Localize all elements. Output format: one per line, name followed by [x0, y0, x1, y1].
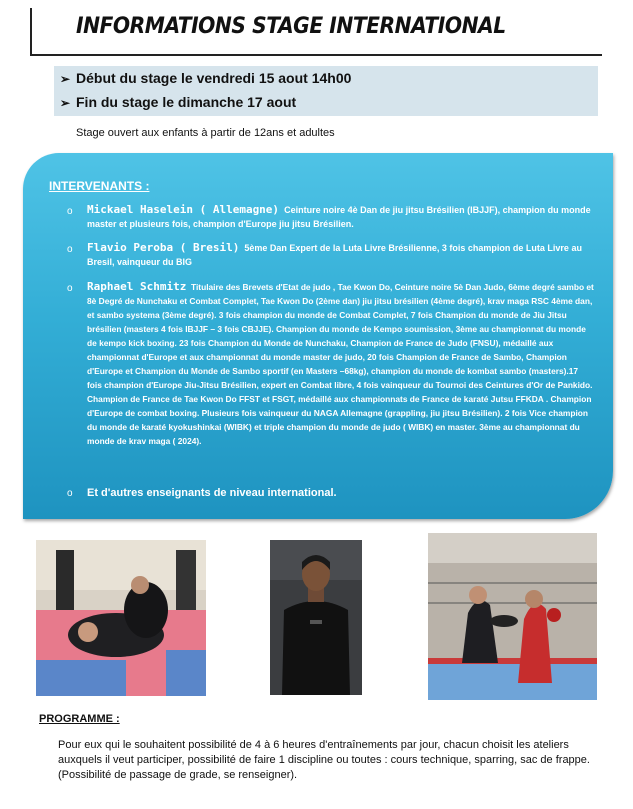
programme-heading: PROGRAMME :: [39, 713, 120, 725]
start-date-text: Début du stage le vendredi 15 aout 14h00: [76, 70, 352, 86]
photo-grappling: [36, 540, 206, 696]
photo-sparring: [428, 533, 597, 700]
intervenant-1: [87, 203, 595, 231]
intervenants-panel: [23, 153, 613, 519]
circle-bullet-icon: o: [67, 283, 73, 294]
intervenant-bio: Titulaire des Brevets d'Etat de judo , Tae Kwon Do, Ceinture noire 5è Dan Judo, 6ème degré sambo et 8è Degré de Nunchaku et Combat Complet, Tae Kwon Do (2ème dan) jiu jitsu brésilien (4ème degré), krav maga RSC 4ème dan, et sambo systema (3ème degré). 3 fois champion du monde de Combat Complet, 7 fois Champion du monde de Jiu Jitsu brésilien (masters 4 fois IBJJF – 3 fois CBJJE). Champion du monde de Kempo soumission, 3ème au championnat du monde de kempo kick boxing. 23 fois Champion du Monde de Nunchaku, Champion de France de Judo (FNSU), médaillé aux championnat d'Europe et aux championnat du monde master de judo, 20 fois Champion de France de Sambo, Champion d'Europe et Champion du Monde de Sambo sportif (en Masters –68kg), champion du monde de kombat sambo (masters).17 fois champion d'Europe Jiu-Jitsu Brésilien, expert en Combat libre, 4 fois vainqueur du Tournoi des Ceintures d'Or de Pankido. Champion de France de Tae Kwon Do FFST et FSGT, médaillé aux championnats de France de karaté Jutsu FFKDA . Champion d'Europe de combat boxing. Plusieurs fois vainqueur du NAGA Allemagne (grappling, jiu jitsu Brésilien). 2 fois Vice champion du monde de karaté kyokushinkai (WIBK) et triple champion du monde de judo ( WIBK) en master. 3ème au championnat du monde de krav maga ( 2024).: [87, 282, 594, 446]
intervenants-heading: INTERVENANTS :: [49, 179, 150, 193]
page-title: INFORMATIONS STAGE INTERNATIONAL: [76, 14, 506, 39]
audience-text: Stage ouvert aux enfants à partir de 12ans et adultes: [76, 127, 335, 139]
intervenant-name: Flavio Peroba ( Bresil): [87, 241, 240, 254]
arrow-bullet-icon: ➢: [60, 96, 71, 110]
start-date-line: [60, 70, 351, 86]
intervenant-bio: 5ème Dan Expert de la Luta Livre Brésilienne, 3 fois champion de Luta Livre au Bresil, vainqueur du BIG: [87, 243, 582, 267]
other-teachers-text: Et d'autres enseignants de niveau international.: [87, 487, 337, 499]
circle-bullet-icon: o: [67, 488, 73, 499]
arrow-bullet-icon: ➢: [60, 72, 71, 86]
photo-portrait: [270, 540, 362, 695]
intervenant-2: [87, 241, 595, 269]
circle-bullet-icon: o: [67, 206, 73, 217]
intervenant-name: Mickael Haselein ( Allemagne): [87, 203, 280, 216]
programme-text: Pour eux qui le souhaitent possibilité de 4 à 6 heures d'entraînements par jour, chacun choisit les ateliers auxquels il veut participer, possibilité de faire 1 discipline ou toutes : cours technique, sparring, sac de frappe. (Possibilité de passage de grade, se renseigner).: [58, 739, 590, 781]
dates-box: [54, 66, 598, 116]
intervenant-3: [87, 280, 595, 448]
circle-bullet-icon: o: [67, 244, 73, 255]
end-date-line: [60, 94, 296, 110]
intervenant-name: Raphael Schmitz: [87, 280, 187, 293]
intervenant-bio: Ceinture noire 4è Dan de jiu jitsu Brésilien (IBJJF), champion du monde master et plusieurs fois, champion d'Europe jiu jitsu Brésilien.: [87, 205, 591, 229]
end-date-text: Fin du stage le dimanche 17 aout: [76, 94, 297, 110]
